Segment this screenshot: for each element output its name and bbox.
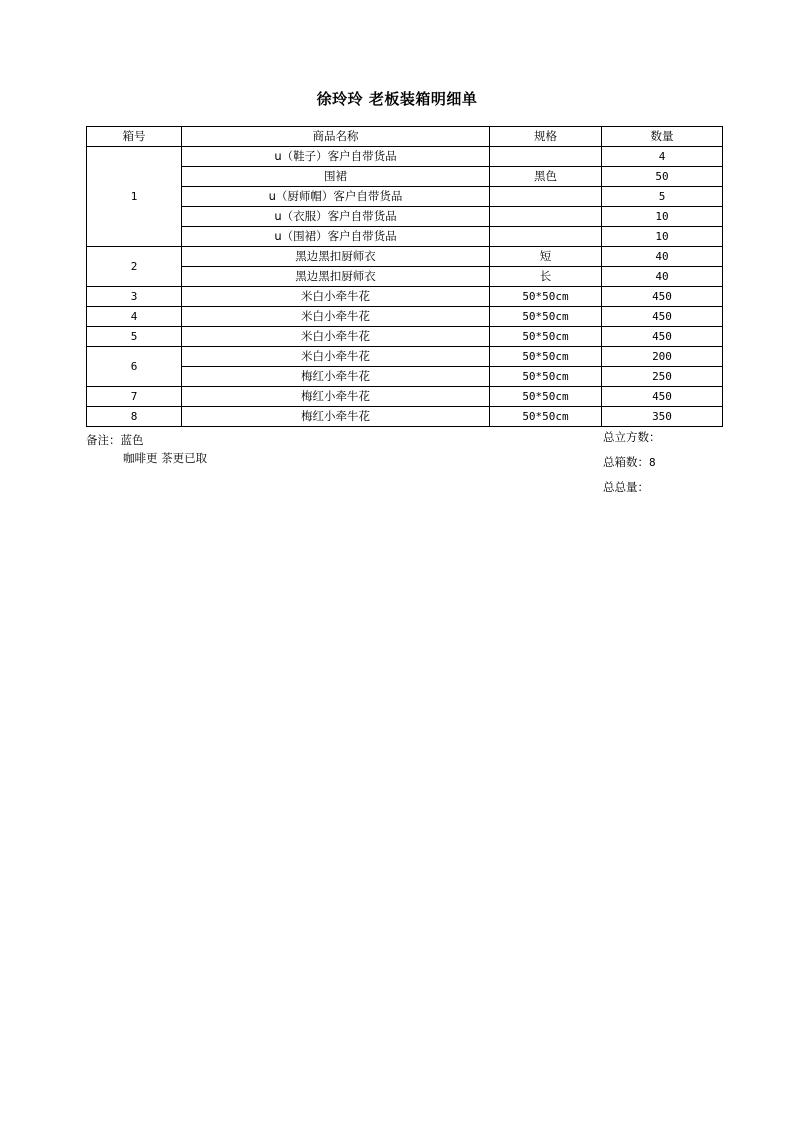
table-row: [87, 207, 723, 227]
cell-quantity: 40: [602, 267, 723, 287]
total-volume: [603, 428, 661, 453]
cell-spec: 50*50cm: [490, 327, 602, 347]
cell-spec: 50*50cm: [490, 407, 602, 427]
cell-spec: 50*50cm: [490, 387, 602, 407]
cell-product-name: 围裙: [182, 167, 490, 187]
table-row: [87, 287, 723, 307]
cell-quantity: 10: [602, 227, 723, 247]
cell-product-name: 米白小牵牛花: [182, 307, 490, 327]
cell-quantity: 450: [602, 307, 723, 327]
cell-product-name: u（围裙）客户自带货品: [182, 227, 490, 247]
cell-spec: 黑色: [490, 167, 602, 187]
cell-spec: 50*50cm: [490, 287, 602, 307]
cell-product-name: 梅红小牵牛花: [182, 407, 490, 427]
header-quantity: 数量: [602, 127, 723, 147]
cell-box-no: 4: [87, 307, 182, 327]
cell-quantity: 350: [602, 407, 723, 427]
table-row: [87, 267, 723, 287]
cell-product-name: 米白小牵牛花: [182, 287, 490, 307]
table-row: [87, 407, 723, 427]
cell-quantity: 450: [602, 287, 723, 307]
cell-quantity: 40: [602, 247, 723, 267]
totals: [603, 428, 661, 503]
cell-product-name: u（衣服）客户自带货品: [182, 207, 490, 227]
cell-box-no: 7: [87, 387, 182, 407]
cell-spec: 短: [490, 247, 602, 267]
cell-spec: [490, 227, 602, 247]
header-product-name: 商品名称: [182, 127, 490, 147]
cell-spec: 50*50cm: [490, 307, 602, 327]
table-header-row: [87, 127, 723, 147]
total-volume-label: 总立方数：: [603, 430, 661, 444]
cell-product-name: 米白小牵牛花: [182, 327, 490, 347]
cell-spec: [490, 207, 602, 227]
total-boxes: [603, 453, 661, 478]
cell-product-name: 黑边黑扣厨师衣: [182, 267, 490, 287]
cell-quantity: 5: [602, 187, 723, 207]
table-row: [87, 327, 723, 347]
cell-quantity: 250: [602, 367, 723, 387]
cell-box-no: 2: [87, 247, 182, 287]
cell-quantity: 200: [602, 347, 723, 367]
cell-product-name: u（鞋子）客户自带货品: [182, 147, 490, 167]
total-weight-label: 总总量：: [603, 480, 649, 494]
packing-table: [86, 126, 723, 427]
cell-box-no: 5: [87, 327, 182, 347]
cell-product-name: 梅红小牵牛花: [182, 367, 490, 387]
table-row: [87, 167, 723, 187]
remarks-line-2: 咖啡更 茶更已取: [123, 451, 208, 465]
cell-spec: 长: [490, 267, 602, 287]
packing-table-body: [87, 147, 723, 427]
cell-product-name: u（厨师帽）客户自带货品: [182, 187, 490, 207]
cell-box-no: 3: [87, 287, 182, 307]
cell-quantity: 10: [602, 207, 723, 227]
cell-spec: [490, 187, 602, 207]
table-row: [87, 247, 723, 267]
remarks: [86, 431, 207, 467]
table-row: [87, 347, 723, 367]
cell-box-no: 6: [87, 347, 182, 387]
header-box-no: 箱号: [87, 127, 182, 147]
cell-product-name: 黑边黑扣厨师衣: [182, 247, 490, 267]
cell-spec: [490, 147, 602, 167]
cell-box-no: 8: [87, 407, 182, 427]
table-row: [87, 147, 723, 167]
page-title: 徐玲玲 老板装箱明细单: [316, 90, 478, 108]
cell-quantity: 450: [602, 387, 723, 407]
header-spec: 规格: [490, 127, 602, 147]
table-row: [87, 367, 723, 387]
table-row: [87, 227, 723, 247]
table-row: [87, 387, 723, 407]
cell-spec: 50*50cm: [490, 367, 602, 387]
total-weight: [603, 478, 661, 503]
remarks-line-1: 备注：蓝色: [86, 433, 144, 447]
table-row: [87, 307, 723, 327]
cell-product-name: 米白小牵牛花: [182, 347, 490, 367]
total-boxes-label: 总箱数：: [603, 455, 649, 469]
cell-product-name: 梅红小牵牛花: [182, 387, 490, 407]
total-boxes-value: 8: [649, 456, 656, 469]
cell-spec: 50*50cm: [490, 347, 602, 367]
table-row: [87, 187, 723, 207]
cell-box-no: 1: [87, 147, 182, 247]
cell-quantity: 4: [602, 147, 723, 167]
cell-quantity: 450: [602, 327, 723, 347]
cell-quantity: 50: [602, 167, 723, 187]
